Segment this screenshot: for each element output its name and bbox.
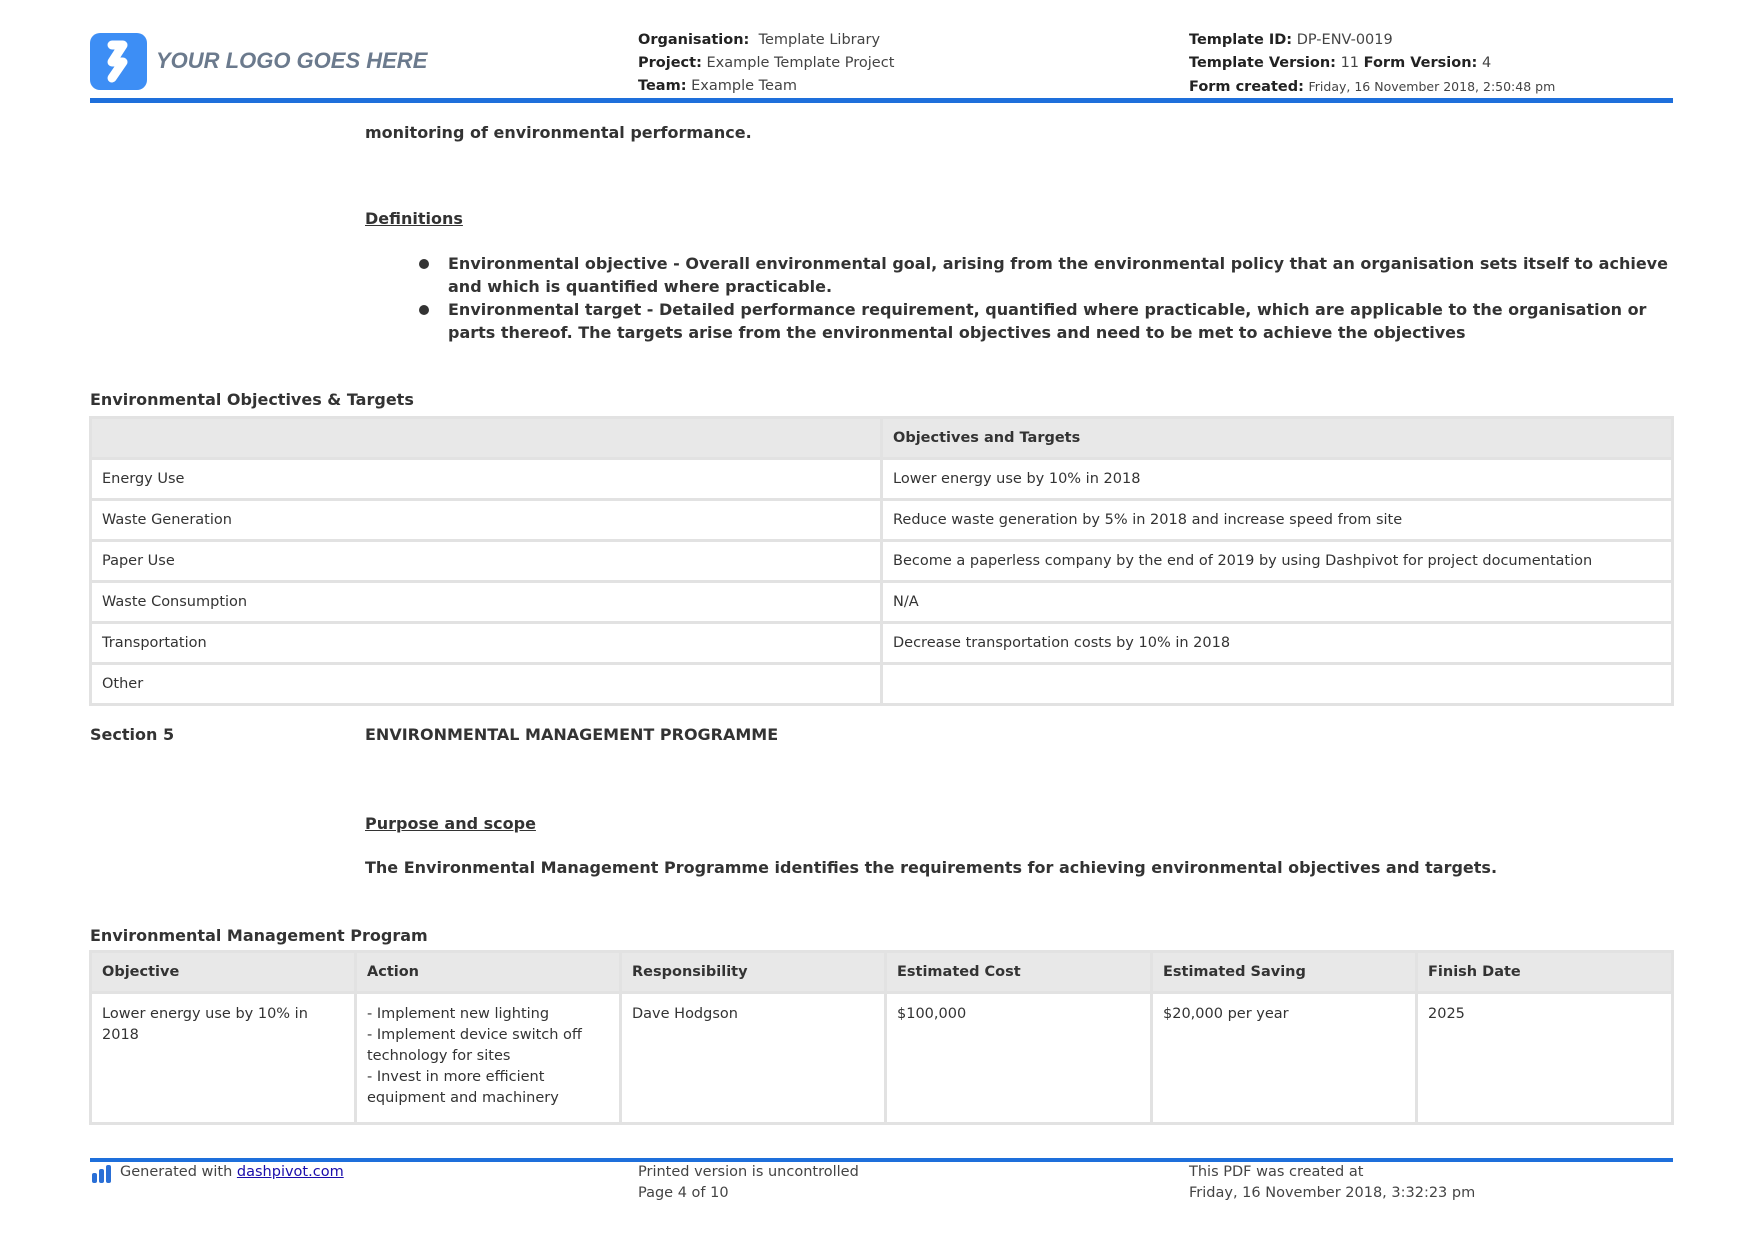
project-value: Example Template Project: [706, 55, 895, 71]
table-row: [92, 542, 1671, 580]
template-version-value: 11: [1340, 55, 1360, 71]
table-cell: Reduce waste generation by 5% in 2018 and increase speed from site: [883, 501, 1671, 539]
template-version-label: Template Version:: [1189, 55, 1336, 71]
purpose-heading: Purpose and scope: [365, 814, 536, 833]
table-cell: Other: [92, 665, 880, 703]
objectives-table-title: Environmental Objectives & Targets: [90, 390, 414, 409]
table-header-cell: Responsibility: [622, 953, 884, 991]
definition-item: Environmental objective - Overall environmental goal, arising from the environmental policy that an organisation sets itself to achieve and which is quantified where practicable.: [448, 254, 1668, 296]
header-template-info: [1189, 29, 1555, 99]
team-value: Example Team: [691, 78, 797, 94]
form-created-label: Form created:: [1189, 79, 1304, 95]
table-cell: Paper Use: [92, 542, 880, 580]
team-label: Team:: [638, 78, 687, 94]
table-cell: Become a paperless company by the end of 2019 by using Dashpivot for project documentation: [883, 542, 1671, 580]
table-header-row: [92, 419, 1671, 457]
program-table: [89, 950, 1674, 1125]
generated-prefix: Generated with: [120, 1164, 237, 1180]
table-header-row: [92, 953, 1671, 991]
table-cell: Waste Generation: [92, 501, 880, 539]
table-cell: Transportation: [92, 624, 880, 662]
table-header-cell: Finish Date: [1418, 953, 1671, 991]
form-version-value: 4: [1481, 55, 1492, 71]
table-header-cell: Estimated Saving: [1153, 953, 1415, 991]
program-table-title: Environmental Management Program: [90, 926, 428, 945]
template-id-label: Template ID:: [1189, 32, 1293, 48]
footer-right: [1189, 1162, 1475, 1204]
table-row: [92, 583, 1671, 621]
table-cell: - Implement new lighting - Implement device switch off technology for sites - Invest in more efficient equipment and machinery: [357, 994, 619, 1122]
table-row: [92, 665, 1671, 703]
bullet-icon: [418, 303, 433, 318]
table-cell: Lower energy use by 10% in 2018: [883, 460, 1671, 498]
form-version-label: Form Version:: [1363, 55, 1478, 71]
template-id-value: DP-ENV-0019: [1296, 32, 1393, 48]
table-cell: Energy Use: [92, 460, 880, 498]
logo-icon: [90, 33, 147, 90]
pdf-created-label: This PDF was created at: [1189, 1164, 1364, 1180]
table-cell: Lower energy use by 10% in 2018: [92, 994, 354, 1122]
definition-item: Environmental target - Detailed performance requirement, quantified where practicable, which are applicable to the organisation or parts thereof. The targets arise from the environmental objectives and need to be met to achieve the objectives: [448, 300, 1647, 342]
purpose-text: The Environmental Management Programme identifies the requirements for achieving environmental objectives and targets.: [365, 858, 1498, 877]
table-header-cell: Objectives and Targets: [883, 419, 1671, 457]
definitions-heading: Definitions: [365, 209, 463, 228]
intro-tail-text: monitoring of environmental performance.: [365, 123, 752, 142]
pdf-created-value: Friday, 16 November 2018, 3:32:23 pm: [1189, 1185, 1476, 1201]
table-cell: Decrease transportation costs by 10% in 2018: [883, 624, 1671, 662]
table-header-cell: [92, 419, 880, 457]
table-cell: N/A: [883, 583, 1671, 621]
table-row: [92, 994, 1671, 1122]
dashpivot-link[interactable]: dashpivot.com: [236, 1164, 344, 1180]
table-cell: [883, 665, 1671, 703]
footer-center: [638, 1162, 859, 1204]
generated-with: [120, 1162, 344, 1183]
table-cell: Dave Hodgson: [622, 994, 884, 1122]
objectives-table: [89, 416, 1674, 706]
project-label: Project:: [638, 55, 702, 71]
header-project-info: [638, 29, 894, 98]
page-number: Page 4 of 10: [638, 1185, 729, 1201]
table-cell: 2025: [1418, 994, 1671, 1122]
uncontrolled-notice: Printed version is uncontrolled: [638, 1164, 859, 1180]
table-row: [92, 624, 1671, 662]
section-label: Section 5: [90, 725, 175, 744]
table-row: [92, 501, 1671, 539]
table-row: [92, 460, 1671, 498]
table-header-cell: Estimated Cost: [887, 953, 1150, 991]
table-header-cell: Action: [357, 953, 619, 991]
table-cell: $20,000 per year: [1153, 994, 1415, 1122]
organisation-value: Template Library: [758, 32, 881, 48]
table-cell: Waste Consumption: [92, 583, 880, 621]
header-divider: [90, 98, 1673, 103]
table-cell: $100,000: [887, 994, 1150, 1122]
table-header-cell: Objective: [92, 953, 354, 991]
section-title: ENVIRONMENTAL MANAGEMENT PROGRAMME: [365, 725, 779, 744]
bullet-icon: [418, 257, 433, 272]
logo-text: YOUR LOGO GOES HERE: [156, 48, 428, 73]
bar-chart-icon: [91, 1164, 113, 1188]
form-created-value: Friday, 16 November 2018, 2:50:48 pm: [1308, 79, 1556, 94]
organisation-label: Organisation:: [638, 32, 750, 48]
